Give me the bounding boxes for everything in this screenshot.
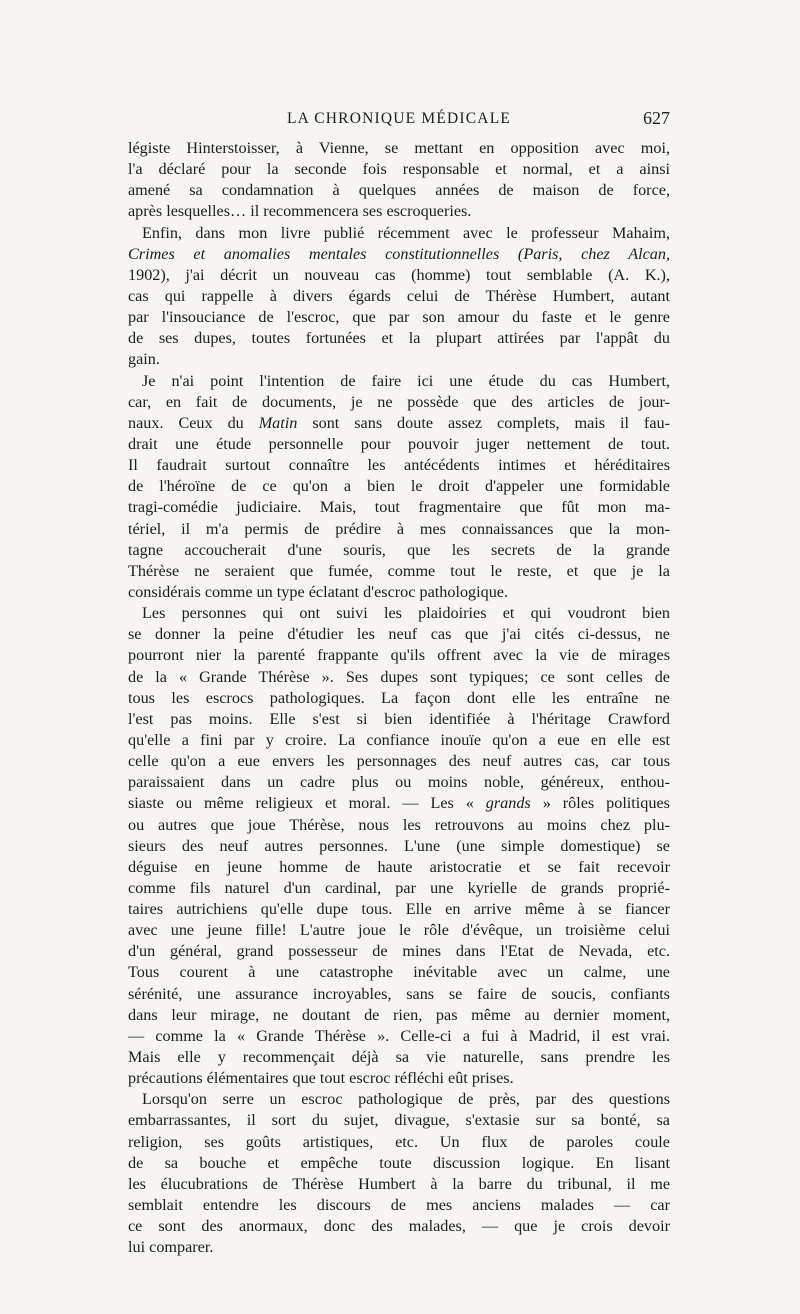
text-line: — comme la « Grande Thérèse ». Celle-ci a fui à Madrid, il est vrai. [128,1026,670,1045]
text-line: amené sa condamnation à quelques années de maison de force, [128,181,670,200]
text-line: Thérèse ne seraient que fumée, comme tout le reste, et que je la [128,561,670,580]
text-line: semblait entendre les discours de mes anciens malades — car [128,1196,670,1215]
text-line: tagne accoucherait d'une souris, que les secrets de la grande [128,540,670,559]
text-line: Les personnes qui ont suivi les plaidoiries et qui voudront bien [142,604,670,623]
text-line: dans leur mirage, ne doutant de rien, pas même au dernier moment, [128,1005,670,1024]
text-line: considérais comme un type éclatant d'escroc pathologique. [128,582,509,601]
page-number: 627 [643,108,670,128]
text-line: l'est pas moins. Elle s'est si bien identifiée à l'héritage Crawford [128,709,670,728]
text-line: cas qui rappelle à divers égards celui de Thérèse Humbert, autant [128,286,670,305]
text-line: embarrassantes, il sort du sujet, divague, s'extasie sur sa bonté, sa [128,1111,670,1130]
text-line: pourront nier la parenté frappante qu'ils offrent avec la vie de mirages [128,646,670,665]
text-line [128,244,670,265]
newspaper-title: Matin [258,413,298,432]
text-line: Je n'ai point l'intention de faire ici une étude du cas Humbert, [142,371,670,390]
text-line: tériel, il m'a permis de prédire à mes connaissances que la mon- [128,519,670,538]
text-line: d'un général, grand possesseur de mines dans l'Etat de Nevada, etc. [128,942,670,961]
text-line: de ses dupes, toutes fortunées et la plupart attirées par l'appât du [128,329,670,348]
text-line: de l'héroïne de ce qu'on a bien le droit d'appeler une formidable [128,477,670,496]
text-line: ce sont des anormaux, donc des malades, — que je crois devoir [128,1217,670,1236]
text-line: l'a déclaré pour la seconde fois responsable et normal, et a ainsi [128,160,670,179]
text-line: paraissaient dans un cadre plus ou moins noble, généreux, enthou- [128,773,670,792]
text-line: avec une jeune fille! L'autre joue le rôle d'évêque, un troisième celui [128,921,670,940]
text-line: comme fils naturel d'un cardinal, par une kyrielle de grands proprié- [128,878,670,897]
text-line: déguise en jeune homme de haute aristocratie et se fait recevoir [128,857,670,876]
text-line: taires autrichiens qu'elle dupe tous. Elle en arrive même à se fiancer [128,900,670,919]
text-line: Tous courent à une catastrophe inévitable avec un calme, une [128,963,670,982]
page-header [128,108,670,132]
text-line: se donner la peine d'étudier les neuf cas que j'ai cités ci-dessus, ne [128,625,670,644]
text-line: par l'insouciance de l'escroc, que par son amour du faste et le genre [128,308,670,327]
text-line: légiste Hinterstoisser, à Vienne, se mettant en opposition avec moi, [128,139,670,157]
text-line: car, en fait de documents, je ne possède que des articles de jour- [128,392,670,411]
text-line: religion, ses goûts artistiques, etc. Un flux de paroles coule [128,1132,670,1151]
body-text [128,138,670,1258]
text-line: ou autres que joue Thérèse, nous les retrouvons au moins chez plu- [128,815,670,834]
text-line: gain. [128,350,160,369]
text-line: tous les escrocs pathologiques. La façon dont elle les entraîne ne [128,688,670,707]
text-line: Il faudrait surtout connaître les antécédents intimes et héréditaires [128,456,670,475]
text-line: 1902), j'ai décrit un nouveau cas (homme) tout semblable (A. K.), [128,265,670,284]
text-line: naux. Ceux du Matin sont sans doute assez complets, mais il fau- [128,413,670,432]
text-line: de la « Grande Thérèse ». Ses dupes sont typiques; ce sont celles de [128,667,670,686]
running-title: LA CHRONIQUE MÉDICALE [286,110,512,127]
text-line: celle qu'on a eue envers les personnages des neuf autres cas, car tous [128,752,670,771]
text-line: sieurs des neuf autres personnes. L'une (une simple domestique) se [128,836,670,855]
text-line: précautions élémentaires que tout escroc réfléchi eût prises. [128,1069,514,1088]
text-line: après lesquelles… il recommencera ses escroqueries. [128,202,472,221]
text-line: drait une étude personnelle pour pouvoir juger nettement de tout. [128,434,670,453]
text-line: tragi-comédie judiciaire. Mais, tout fragmentaire que fût mon ma- [128,498,670,517]
text-line: Enfin, dans mon livre publié récemment avec le professeur Mahaim, [142,223,670,242]
text-line: siaste ou même religieux et moral. — Les « grands » rôles politiques [128,794,670,813]
text-line: qu'elle a fini par y croire. La confiance inouïe qu'on a eue en elle est [128,730,670,749]
text-line: Mais elle y recommençait déjà sa vie naturelle, sans prendre les [128,1048,670,1067]
emphasized-word: grands [485,794,531,813]
text-line: Lorsqu'on serre un escroc pathologique de près, par des questions [142,1090,670,1109]
text-line: lui comparer. [128,1238,214,1257]
book-title: Crimes et anomalies mentales constitutionnelles (Paris, chez Alcan, [128,244,670,263]
text-line: les élucubrations de Thérèse Humbert à la barre du tribunal, il me [128,1174,670,1193]
text-line: de sa bouche et empêche toute discussion logique. En lisant [128,1153,670,1172]
text-line: sérénité, une assurance incroyables, sans se faire de soucis, confiants [128,984,670,1003]
